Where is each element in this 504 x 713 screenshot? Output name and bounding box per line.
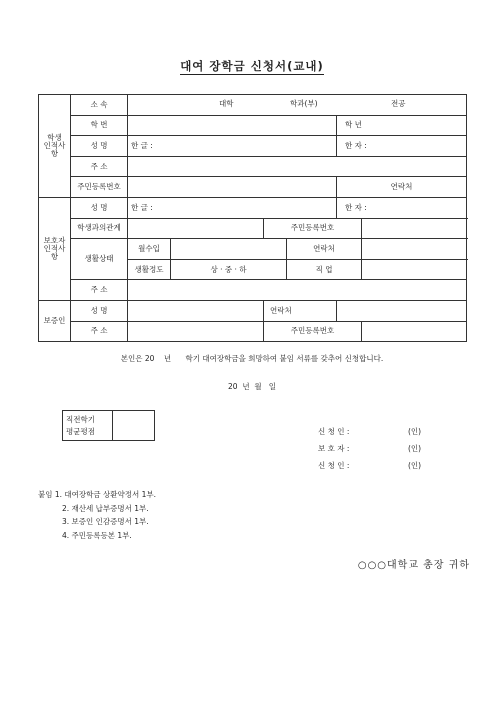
signature-label: 보 호 자 : — [318, 444, 350, 453]
attachment-item: 4. 주민등록등본 1부. — [62, 531, 132, 540]
job-field[interactable] — [362, 259, 467, 280]
student-rrn-label: 주민등록번호 — [71, 177, 128, 198]
guardian-rrn-label: 주민등록번호 — [264, 218, 362, 239]
income-label: 월수입 — [128, 239, 171, 260]
guardian-name-hanja[interactable]: 한 자 : — [337, 197, 467, 218]
department-label: 학과(부) — [290, 98, 318, 108]
guarantor-rrn-label: 주민등록번호 — [264, 321, 362, 342]
student-address-label: 주 소 — [71, 156, 128, 177]
grade-label: 학 년 — [337, 115, 467, 136]
student-section-label: 학생 인적사항 — [39, 95, 71, 198]
guardian-name-hangul[interactable]: 한 글 : — [128, 197, 337, 218]
seal-mark: (인) — [408, 444, 422, 453]
major-label: 전공 — [391, 98, 406, 108]
student-address-field[interactable] — [128, 156, 467, 177]
student-no-field[interactable] — [128, 115, 337, 136]
income-field[interactable] — [171, 239, 287, 260]
affiliation-label: 소 속 — [71, 95, 128, 116]
student-name-hanja[interactable]: 한 자 : — [337, 136, 467, 157]
attachment-item: 3. 보증인 인감증명서 1부. — [62, 517, 149, 526]
guarantor-address-label: 주 소 — [71, 321, 128, 342]
affiliation-field[interactable] — [128, 95, 467, 116]
relation-field[interactable] — [128, 218, 264, 239]
guarantor-rrn-field[interactable] — [362, 321, 467, 342]
date-line: 20 년 월 일 — [228, 382, 276, 391]
guardian-address-field[interactable] — [128, 280, 467, 301]
guarantor-contact-label: 연락처 — [264, 300, 337, 321]
university-label: 대학 — [219, 98, 234, 108]
attachment-item: 2. 재산세 납부증명서 1부. — [62, 504, 149, 513]
living-level-options[interactable]: 상 · 중 · 하 — [171, 259, 287, 280]
gpa-field[interactable] — [113, 411, 155, 441]
student-name-label: 성 명 — [71, 136, 128, 157]
applicant-info-table — [38, 94, 467, 342]
gpa-box — [62, 410, 155, 441]
guardian-rrn-field[interactable] — [362, 218, 467, 239]
form-title: 대여 장학금 신청서(교내) — [180, 59, 324, 73]
closing-addressee: ○○○대학교 총장 귀하 — [357, 560, 470, 571]
student-name-hangul[interactable]: 한 글 : — [128, 136, 337, 157]
student-no-label: 학 번 — [71, 115, 128, 136]
relation-label: 학생과의관계 — [71, 218, 128, 239]
guardian-name-label: 성 명 — [71, 197, 128, 218]
student-contact-label: 연락처 — [337, 177, 467, 198]
guardian-contact-label: 연락처 — [287, 239, 362, 260]
guarantor-contact-field[interactable] — [337, 300, 467, 321]
job-label: 직 업 — [287, 259, 362, 280]
signature-label: 신 청 인 : — [318, 461, 350, 470]
seal-mark: (인) — [408, 427, 422, 436]
guardian-contact-field[interactable] — [362, 239, 467, 260]
living-status-label: 생활상태 — [71, 239, 128, 280]
attachment-item: 붙임 1. 대여장학금 상환약정서 1부. — [38, 490, 157, 499]
application-statement: 본인은 20 년 학기 대여장학금을 희망하여 붙임 서류를 갖추어 신청합니다. — [120, 354, 384, 363]
living-level-label: 생활정도 — [128, 259, 171, 280]
guarantor-section-label: 보증인 — [39, 300, 71, 341]
guarantor-address-field[interactable] — [128, 321, 264, 342]
gpa-label: 직전학기 평균평점 — [63, 411, 113, 441]
guarantor-name-label: 성 명 — [71, 300, 128, 321]
seal-mark: (인) — [408, 461, 422, 470]
guardian-address-label: 주 소 — [71, 280, 128, 301]
signature-label: 신 청 인 : — [318, 427, 350, 436]
student-rrn-field[interactable] — [128, 177, 337, 198]
guarantor-name-field[interactable] — [128, 300, 264, 321]
guardian-section-label: 보호자 인적사항 — [39, 197, 71, 300]
